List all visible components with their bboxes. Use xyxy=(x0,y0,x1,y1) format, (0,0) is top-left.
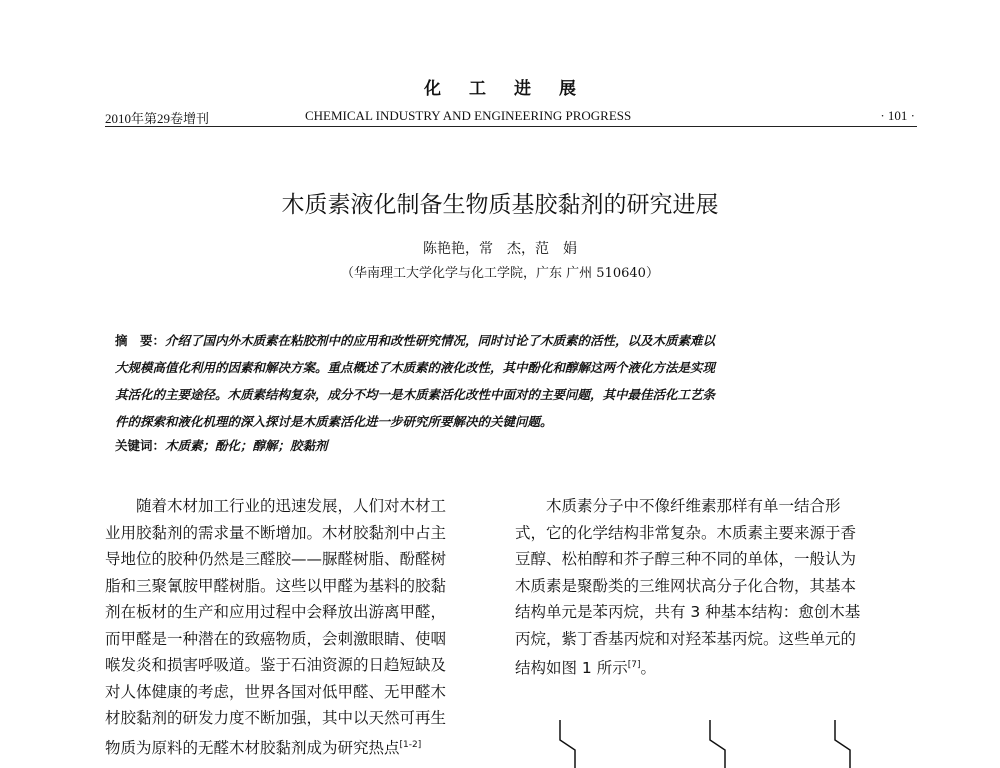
body-line: 导地位的胶种仍然是三醛胶——脲醛树脂、酚醛树 xyxy=(105,550,447,568)
body-line: 丙烷，紫丁香基丙烷和对羟苯基丙烷。这些单元的 xyxy=(515,629,857,648)
authors: 陈艳艳，常 杰，范 娟 xyxy=(423,241,577,257)
body-line: 结构如图 1 所示 xyxy=(515,659,628,678)
body-line: 而甲醛是一种潜在的致癌物质，会刺激眼睛、使咽 xyxy=(105,629,447,648)
body-line: 随着木材加工行业的迅速发展，人们对木材工 xyxy=(105,497,447,515)
body-line: 对人体健康的考虑，世界各国对低甲醛、无甲醛木 xyxy=(105,682,447,701)
keywords-label: 关键词： xyxy=(115,438,166,453)
body-line: 喉发炎和损害呼吸道。鉴于石油资源的日趋短缺及 xyxy=(105,656,447,674)
body-column-right xyxy=(515,493,915,682)
paper-title: 木质素液化制备生物质基胶黏剂的研究进展 xyxy=(281,192,719,218)
journal-name-en: CHEMICAL INDUSTRY AND ENGINEERING PROGRESS xyxy=(305,108,632,123)
body-line: 结构单元是苯丙烷，共有 3 种基本结构：愈创木基 xyxy=(515,603,861,621)
keywords xyxy=(115,436,328,454)
keywords-text: 木质素；酚化；醇解；胶黏剂 xyxy=(165,438,328,453)
affiliation: （华南理工大学化学与化工学院，广东 广州 510640） xyxy=(341,266,659,281)
bond-line xyxy=(560,720,575,768)
abstract-line: 大规模高值化利用的因素和解决方案。重点概述了木质素的液化改性，其中酚化和醇解这两个液化方法是实现 xyxy=(115,360,716,375)
citation: [1-2] xyxy=(399,739,422,750)
running-header xyxy=(105,108,915,126)
body-line: 材胶黏剂的研发力度不断加强，其中以天然可再生 xyxy=(105,709,447,727)
body-line-end: 。 xyxy=(640,659,656,678)
structure-figure-fragment xyxy=(520,718,920,768)
body-line: 木质素是聚酚类的三维网状高分子化合物，其基本 xyxy=(515,576,857,595)
citation: [7] xyxy=(627,660,641,670)
header-rule xyxy=(105,126,917,127)
abstract-line: 件的探索和液化机理的深入探讨是木质素活化进一步研究所要解决的关键问题。 xyxy=(115,414,553,429)
abstract-line: 其活化的主要途径。木质素结构复杂，成分不均一是木质素活化改性中面对的主要问题，其中最佳活化工艺条 xyxy=(115,387,716,402)
body-line: 木质素分子中不像纤维素那样有单一结合形 xyxy=(515,497,841,515)
body-line: 豆醇、松柏醇和芥子醇三种不同的单体，一般认为 xyxy=(515,550,857,568)
body-line: 剂在板材的生产和应用过程中会释放出游离甲醛， xyxy=(105,603,447,621)
abstract xyxy=(115,327,885,435)
body-line: 脂和三聚氰胺甲醛树脂。这些以甲醛为基料的胶黏 xyxy=(105,576,447,595)
body-line: 物质为原料的无醛木材胶黏剂成为研究热点 xyxy=(105,738,400,757)
abstract-label: 摘 要： xyxy=(115,333,166,348)
journal-name-cn: 化工进展 xyxy=(424,79,604,99)
bond-line xyxy=(710,720,725,768)
issue-info: 2010年第29卷增刊 xyxy=(105,111,210,126)
body-column-left xyxy=(105,493,465,761)
bond-line xyxy=(835,720,850,768)
body-line: 式，它的化学结构非常复杂。木质素主要来源于香 xyxy=(515,523,857,542)
abstract-line: 介绍了国内外木质素在粘胶剂中的应用和改性研究情况，同时讨论了木质素的活性，以及木质素难以 xyxy=(165,333,716,348)
body-line: 业用胶黏剂的需求量不断增加。木材胶黏剂中占主 xyxy=(105,523,447,542)
page-number: · 101 · xyxy=(880,108,915,123)
